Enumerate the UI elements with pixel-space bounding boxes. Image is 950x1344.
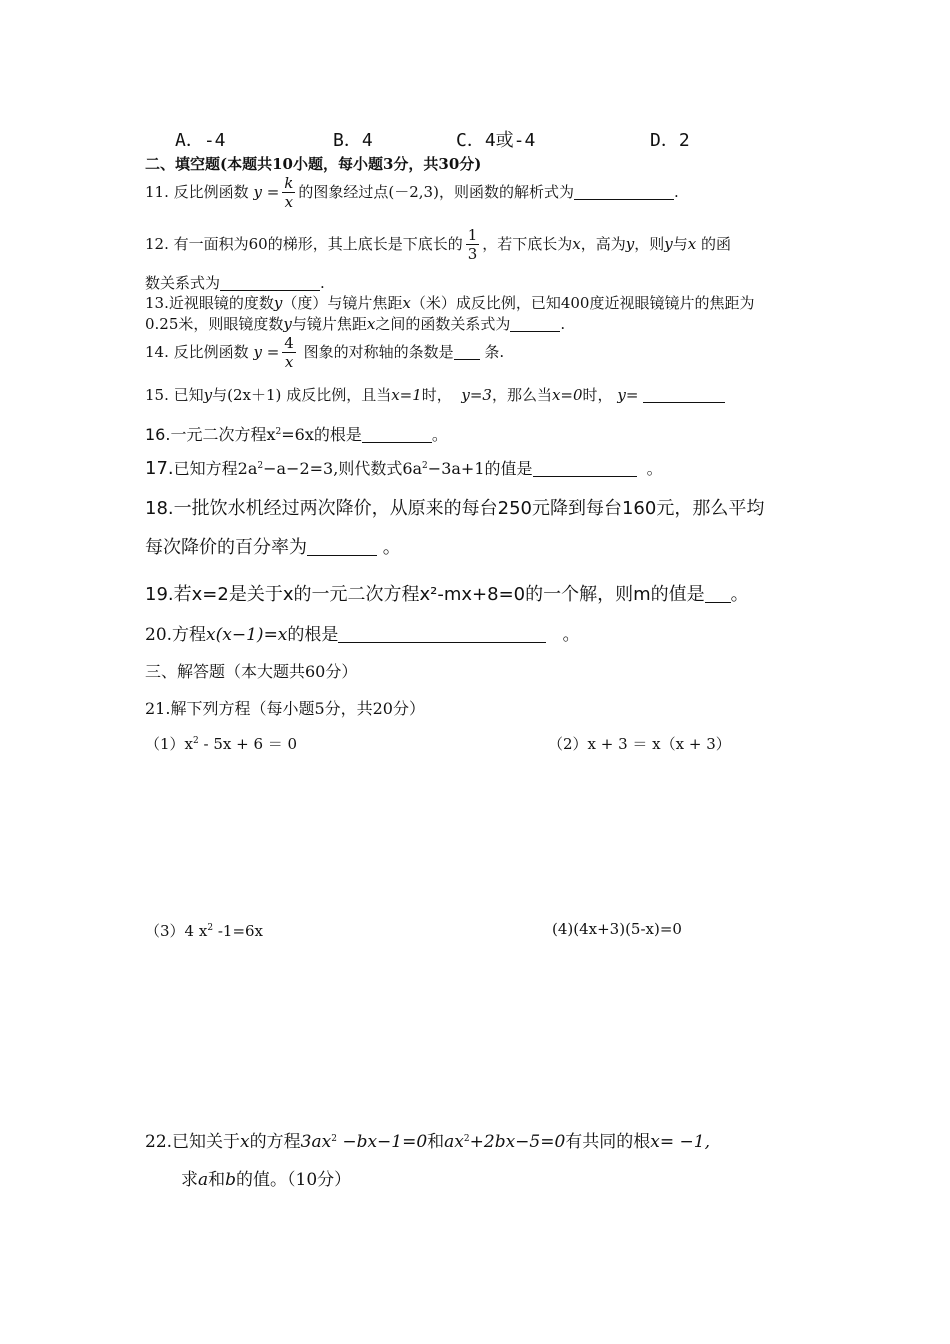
- q15-condition-3: x=0: [551, 386, 583, 404]
- q19-text-5: 的值是: [650, 584, 705, 605]
- q21-part-3: [145, 920, 263, 941]
- q21-part-3-a: （3）4 x: [145, 922, 208, 940]
- q12-text-5: 与: [672, 235, 688, 253]
- q14-number: 14.: [145, 343, 169, 361]
- q22-text-3: 和: [427, 1132, 445, 1152]
- q14-text-1: 反比例函数: [173, 343, 249, 361]
- question-12-line-2: [145, 272, 325, 293]
- q12-line-2-text: 数关系式为: [145, 274, 221, 292]
- q15-number: 15.: [145, 386, 169, 404]
- q21-part-1: [145, 733, 297, 754]
- q11-y: y: [253, 183, 262, 201]
- question-18: 18.一批饮水机经过两次降价，从原来的每台250元降到每台160元，那么平均: [145, 498, 765, 519]
- q15-equals: =: [625, 386, 639, 404]
- q14-equals: =: [266, 343, 280, 361]
- q22-text-5: 求: [181, 1170, 198, 1190]
- q20-text-2: 的根是: [287, 625, 339, 645]
- q21-part-1-a: （1）x: [145, 735, 194, 753]
- question-18-line-2: [145, 533, 401, 559]
- q16-equation-a: x: [266, 425, 276, 444]
- q13-x: x: [402, 294, 411, 312]
- q22-text-4: 有共同的根: [565, 1132, 651, 1152]
- q20-text-1: 方程: [172, 625, 207, 645]
- q15-text-5: ，那么当: [491, 386, 552, 404]
- q14-text-2: 图象的对称轴的条数是: [303, 343, 454, 361]
- q13-text-4: 0.25米，则眼镜度数: [145, 315, 284, 333]
- q14-numerator: 4: [284, 334, 294, 352]
- q19-condition: x=2: [191, 584, 229, 605]
- q22-x: x: [240, 1132, 250, 1152]
- option-c: C．4或-4: [456, 130, 536, 151]
- q11-end: .: [673, 183, 679, 201]
- q20-number: 20.: [145, 625, 173, 645]
- q13-answer-blank[interactable]: [510, 316, 560, 332]
- q15-answer-blank[interactable]: [643, 387, 725, 403]
- q15-expression: (2x＋1): [227, 386, 282, 404]
- q13-x-2: x: [366, 315, 376, 333]
- q12-text-2: ，若下底长为: [482, 235, 573, 253]
- q12-numerator: 1: [467, 226, 478, 244]
- option-d: D．2: [650, 130, 690, 151]
- q17-exponent-1: 2: [257, 461, 264, 471]
- q16-text: 一元二次方程: [170, 425, 267, 444]
- question-15: [145, 384, 725, 405]
- q12-end: .: [320, 274, 325, 292]
- q15-y-2: y: [617, 386, 626, 404]
- q17-text: 已知方程: [173, 459, 238, 478]
- q11-number: 11.: [145, 183, 169, 201]
- q14-fraction: [282, 336, 296, 370]
- q17-number: 17.: [145, 458, 174, 479]
- q15-condition-2: y=3: [461, 386, 492, 404]
- q17-end: 。: [646, 459, 663, 478]
- q18-end: 。: [382, 537, 401, 558]
- q19-text-1: 若: [173, 584, 192, 605]
- q11-point: (－2,3): [388, 183, 439, 201]
- q22-b: b: [225, 1170, 237, 1190]
- q22-root: x= −1,: [650, 1132, 710, 1152]
- question-14: [145, 336, 504, 370]
- q22-equation-1-b: −bx−1=0: [336, 1132, 428, 1152]
- q19-text-2: 是关于: [228, 584, 283, 605]
- q17-expr-3: 6a: [402, 459, 423, 478]
- q15-condition-1: x=1: [391, 386, 422, 404]
- q21-part-1-exponent: 2: [193, 736, 199, 746]
- q11-text-2: 的图象经过点: [298, 183, 389, 201]
- q11-denominator: x: [284, 193, 294, 211]
- q19-m: m: [633, 584, 651, 605]
- question-13-line-2: [145, 313, 565, 334]
- q17-exponent-2: 2: [422, 461, 428, 471]
- q16-number: 16.: [145, 425, 171, 444]
- q11-fraction: [282, 176, 295, 210]
- q15-text-3: 成反比例，且当: [286, 386, 392, 404]
- q16-answer-blank[interactable]: [362, 426, 432, 443]
- section-2-title: 二、填空题(本题共10小题，每小题3分，共30分): [145, 155, 482, 173]
- q12-x-2: x: [687, 235, 697, 253]
- q22-equation-2-b: +2bx−5=0: [469, 1132, 566, 1152]
- q18-line-2-text: 每次降价的百分率为: [145, 537, 307, 558]
- q15-text-1: 已知: [173, 386, 204, 404]
- q21-part-3-exponent: 2: [207, 923, 214, 933]
- question-22-line-2: [181, 1165, 351, 1190]
- question-20: [145, 620, 580, 645]
- q15-text-6: 时，: [582, 386, 613, 404]
- option-a: A．-4: [175, 130, 226, 151]
- q21-part-3-b: -1=6x: [213, 922, 264, 940]
- question-11: [145, 176, 679, 210]
- q12-text-1: 有一面积为60的梯形，其上底长是下底长的: [173, 235, 463, 253]
- q13-y-2: y: [283, 315, 292, 333]
- q12-fraction: [466, 228, 480, 262]
- q13-text-3: （米）成反比例，已知400度近视眼镜镜片的焦距为: [410, 294, 755, 312]
- q12-answer-blank[interactable]: [220, 275, 320, 291]
- q15-y: y: [203, 386, 213, 404]
- q11-text-3: ，则函数的解析式为: [438, 183, 574, 201]
- q22-equation-2-a: ax: [444, 1132, 464, 1152]
- q11-numerator: k: [284, 174, 294, 192]
- q20-x: x: [206, 625, 216, 645]
- q20-equals-x: =x: [263, 625, 288, 645]
- question-22: [145, 1127, 710, 1152]
- q16-equation-b: =6x的根是: [281, 425, 362, 444]
- q19-number: 19.: [145, 584, 174, 605]
- q20-answer-blank[interactable]: [338, 625, 546, 643]
- question-12: [145, 228, 731, 262]
- q17-expr-2: −a−2=3,则代数式: [263, 459, 403, 478]
- q22-text-6: 和: [208, 1170, 226, 1190]
- q11-text-1: 反比例函数: [173, 183, 249, 201]
- q21-part-1-b: - 5x + 6 ＝ 0: [198, 735, 298, 753]
- q12-y: y: [625, 235, 635, 253]
- q17-expr-1: 2a: [237, 459, 258, 478]
- option-b: B．4: [333, 130, 373, 151]
- q16-exponent: 2: [275, 427, 282, 437]
- q22-text-1: 22.已知关于: [145, 1132, 241, 1152]
- q17-expr-4: −3a+1的值是: [427, 459, 533, 478]
- q12-number: 12.: [145, 235, 169, 253]
- q16-end: 。: [431, 425, 448, 444]
- question-21-title: 21.解下列方程（每小题5分，共20分）: [145, 699, 425, 718]
- q22-text-2: 的方程: [249, 1132, 301, 1152]
- q11-answer-blank[interactable]: [574, 184, 674, 200]
- question-13: [145, 292, 754, 313]
- q11-equals: =: [266, 183, 280, 201]
- q19-answer-blank[interactable]: [705, 584, 731, 603]
- q12-text-4: ，则: [634, 235, 665, 253]
- q13-y: y: [273, 294, 283, 312]
- q12-text-6: 的函: [701, 235, 732, 253]
- q19-text-3: 的一元二次方程: [293, 584, 420, 605]
- q21-part-4: (4)(4x+3)(5-x)=0: [552, 920, 682, 938]
- q22-a: a: [198, 1170, 209, 1190]
- section-3-title: 三、解答题（本大题共60分）: [145, 662, 358, 681]
- question-16: [145, 422, 448, 445]
- question-17: [145, 456, 663, 479]
- q12-denominator: 3: [467, 245, 478, 263]
- q18-answer-blank[interactable]: [307, 537, 377, 556]
- q20-end: 。: [562, 625, 580, 645]
- q14-y: y: [253, 343, 262, 361]
- q14-text-3: 条.: [484, 343, 505, 361]
- q13-text-5: 与镜片焦距: [291, 315, 367, 333]
- q15-text-2: 与: [212, 386, 228, 404]
- q13-text-6: 之间的函数关系式为: [375, 315, 511, 333]
- q13-text-2: （度）与镜片焦距: [282, 294, 403, 312]
- q14-answer-blank[interactable]: [454, 344, 480, 360]
- q17-answer-blank[interactable]: [533, 460, 637, 477]
- q14-denominator: x: [284, 353, 294, 371]
- q22-exponent-1: 2: [331, 1134, 337, 1144]
- question-19: [145, 580, 749, 606]
- q12-y-2: y: [664, 235, 673, 253]
- q19-equation: x²-mx+8=0: [419, 584, 526, 605]
- q19-text-4: 的一个解，则: [525, 584, 634, 605]
- q13-text-1: 13.近视眼镜的度数: [145, 294, 274, 312]
- q22-exponent-2: 2: [463, 1134, 470, 1144]
- q12-text-3: ，高为: [580, 235, 626, 253]
- q13-end: .: [560, 315, 566, 333]
- q12-x: x: [572, 235, 581, 253]
- q22-equation-1-a: 3ax: [300, 1132, 332, 1152]
- q22-text-7: 的值。（10分）: [236, 1170, 352, 1190]
- q21-part-2: （2）x + 3 ＝ x（x + 3）: [548, 735, 731, 753]
- q19-end: 。: [730, 584, 749, 605]
- q20-parenthesis: (x−1): [215, 625, 264, 645]
- q19-x: x: [282, 584, 294, 605]
- q15-text-4: 时，: [421, 386, 452, 404]
